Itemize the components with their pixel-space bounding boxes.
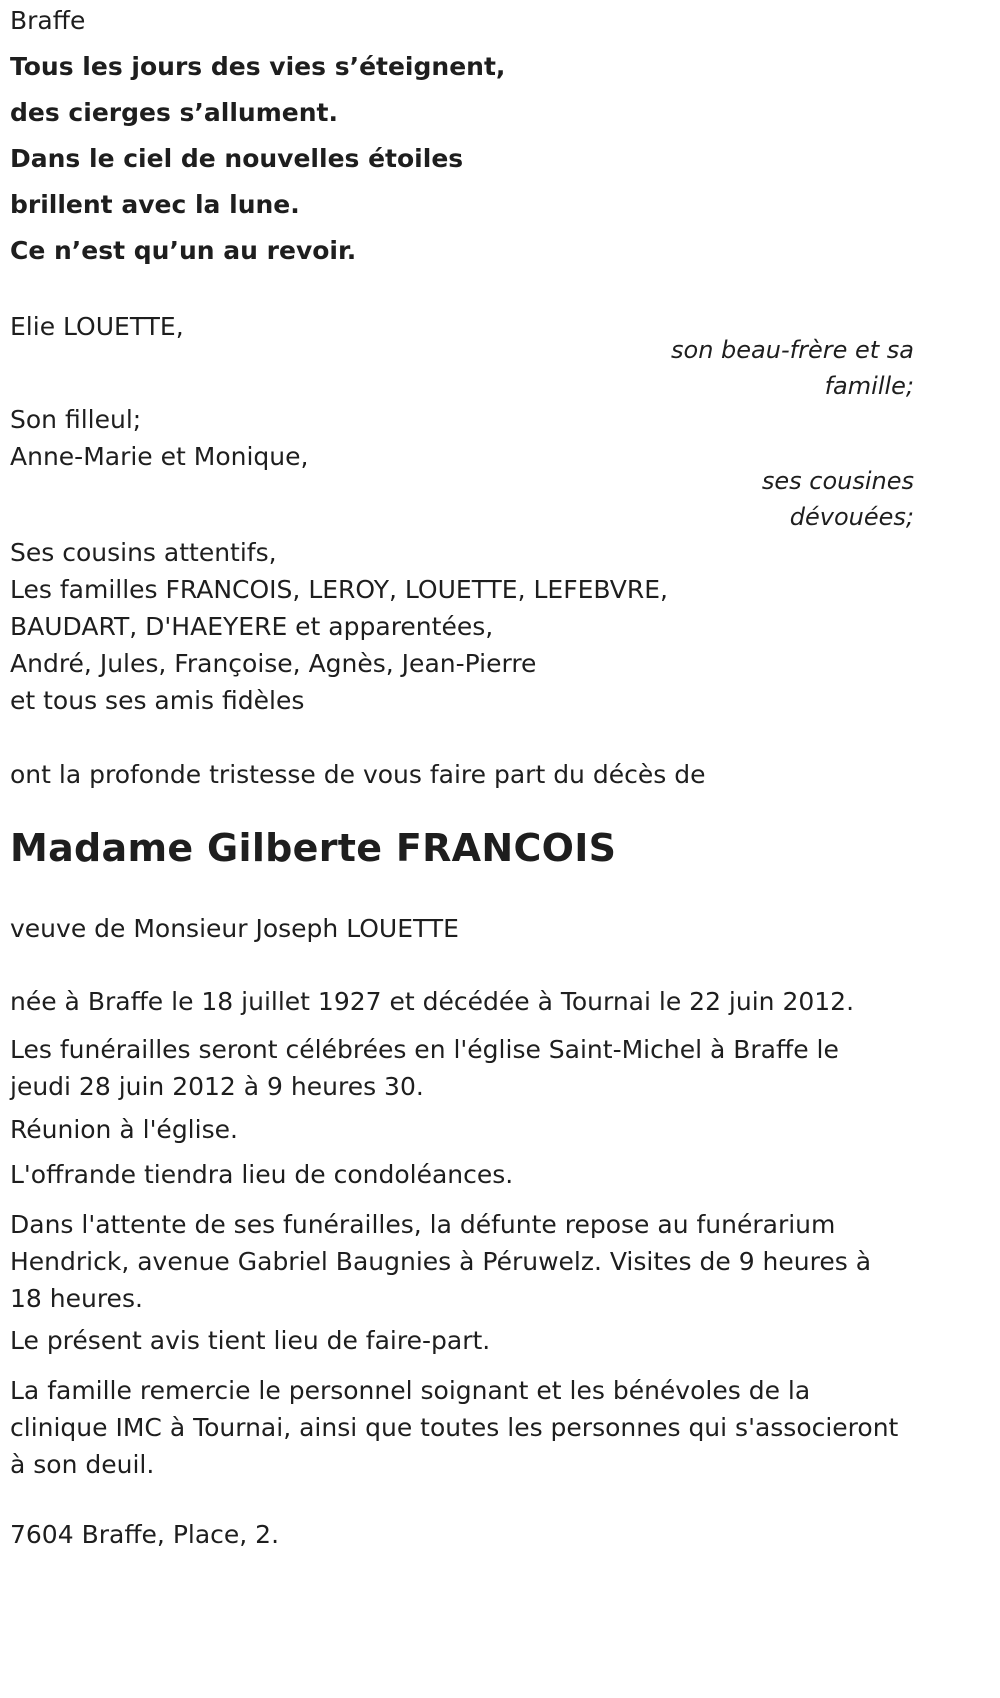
family-line: BAUDART, D'HAEYERE et apparentées, [10, 612, 494, 641]
family-member-filleul: Son filleul; [10, 405, 142, 434]
family-line: et tous ses amis fidèles [10, 686, 305, 715]
relation-label [762, 463, 914, 535]
family-member-elie: Elie LOUETTE, [10, 312, 184, 341]
relation-line: famille; [824, 372, 914, 400]
location-header: Braffe [10, 6, 86, 35]
announcement: ont la profonde tristesse de vous faire part du décès de [10, 760, 706, 789]
poem-line: des cierges s’allument. [10, 98, 338, 127]
poem-line: Tous les jours des vies s’éteignent, [10, 52, 506, 81]
deceased-name: Madame Gilberte FRANCOIS [10, 826, 617, 870]
detail-paragraph: Dans l'attente de ses funérailles, la défunte repose au funérarium Hendrick, avenue Gabriel Baugnies à Péruwelz. Visites de 9 heures à 18 heures. [10, 1210, 872, 1313]
detail-paragraph: Les funérailles seront célébrées en l'église Saint-Michel à Braffe le jeudi 28 juin 2012 à 9 heures 30. [10, 1035, 839, 1101]
poem-line: Ce n’est qu’un au revoir. [10, 236, 357, 265]
detail-paragraph: née à Braffe le 18 juillet 1927 et décédée à Tournai le 22 juin 2012. [10, 987, 855, 1016]
detail-paragraph: L'offrande tiendra lieu de condoléances. [10, 1160, 514, 1189]
poem-line: Dans le ciel de nouvelles étoiles [10, 144, 464, 173]
relation-line: son beau-frère et sa [671, 336, 914, 364]
detail-paragraph: La famille remercie le personnel soignant et les bénévoles de la clinique IMC à Tournai, ainsi que toutes les personnes qui s'associeront à son deuil. [10, 1376, 899, 1479]
widow-of: veuve de Monsieur Joseph LOUETTE [10, 914, 459, 943]
family-member-cousines: Anne-Marie et Monique, [10, 442, 309, 471]
relation-line: ses cousines [761, 467, 914, 495]
address: 7604 Braffe, Place, 2. [10, 1520, 280, 1549]
relation-label [671, 332, 914, 404]
relation-line: dévouées; [789, 503, 914, 531]
poem-line: brillent avec la lune. [10, 190, 300, 219]
family-line: Les familles FRANCOIS, LEROY, LOUETTE, LEFEBVRE, [10, 575, 668, 604]
detail-paragraph: Le présent avis tient lieu de faire-part. [10, 1326, 491, 1355]
family-line: Ses cousins attentifs, [10, 538, 277, 567]
family-line: André, Jules, Françoise, Agnès, Jean-Pierre [10, 649, 537, 678]
detail-paragraph: Réunion à l'église. [10, 1115, 238, 1144]
